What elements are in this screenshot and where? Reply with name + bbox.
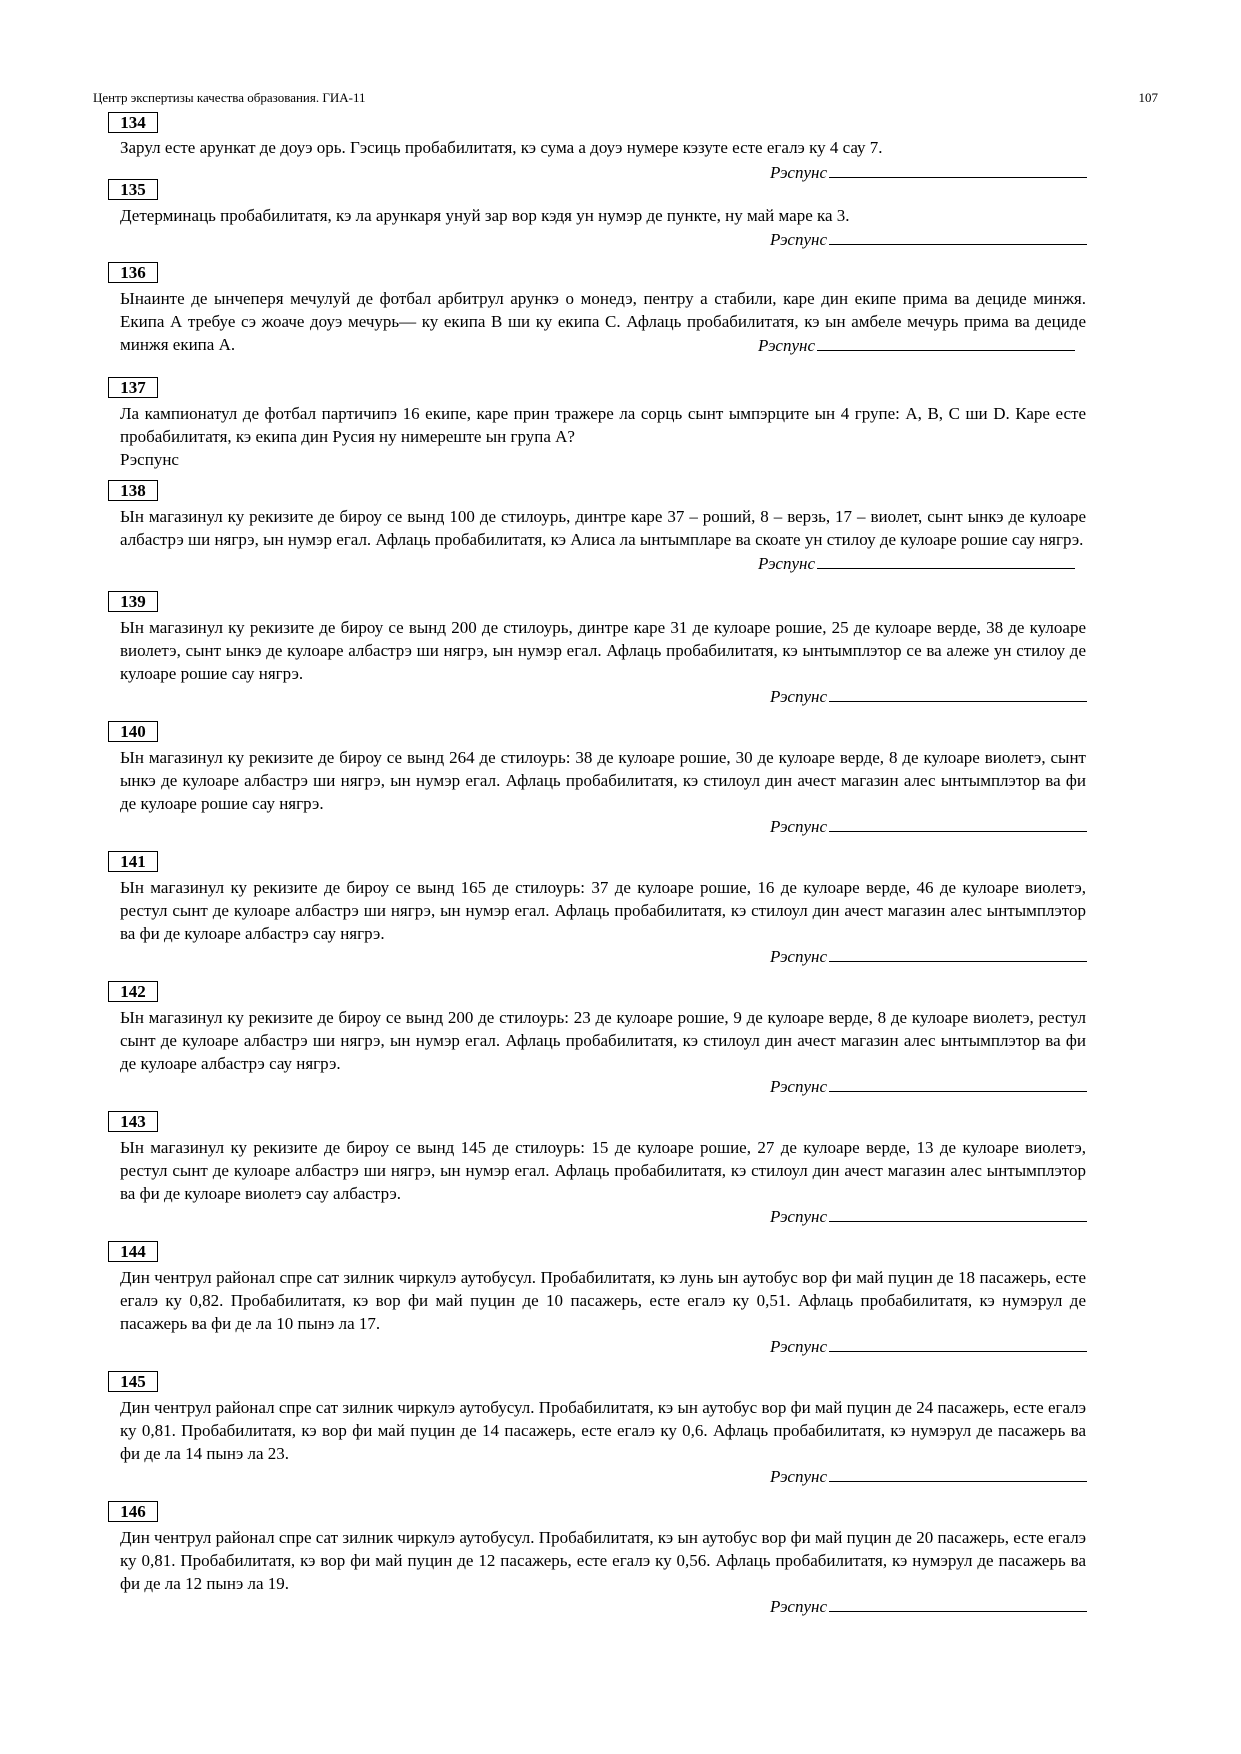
answer-line[interactable] xyxy=(829,814,1087,832)
answer-field[interactable] xyxy=(770,1464,1087,1487)
problem-number: 136 xyxy=(108,262,158,283)
answer-field[interactable] xyxy=(758,333,1075,356)
problem-text: Ын магазинул ку рекизите де бироу се вынд 200 де стилоурь: 23 де кулоаре рошие, 9 де кулоаре верде, 8 де кулоаре виолетэ, рестул сынт де кулоаре албастрэ ши нягрэ, ын нумэр егал. Афлаць пробабилитатя, кэ стилоул дин ачест магазин алес ынтымплэтор ва фи де кулоаре албастрэ сау нягрэ. xyxy=(120,1008,1086,1073)
answer-field[interactable] xyxy=(758,551,1075,574)
answer-line[interactable] xyxy=(829,944,1087,962)
answer-line[interactable] xyxy=(817,333,1075,351)
problem-text: Дин чентрул районал спре сат зилник чиркулэ аутобусул. Пробабилитатя, кэ ын аутобус вор фи май пуцин де 20 пасажерь, есте егалэ ку 0,81. Пробабилитатя, кэ вор фи май пуцин де 12 пасажерь, есте егалэ ку 0,56. Афлаць пробабилитатя, кэ нумэрул де пасажерь ва фи де ла 12 пынэ ла 19. xyxy=(120,1528,1086,1593)
answer-line[interactable] xyxy=(829,1464,1087,1482)
answer-field[interactable] xyxy=(770,1074,1087,1097)
answer-label: Рэспунс xyxy=(770,230,827,249)
problem-text: Ын магазинул ку рекизите де бироу се вынд 165 де стилоурь: 37 де кулоаре рошие, 16 де кулоаре верде, 46 де кулоаре виолетэ, рестул сынт де кулоаре албастрэ ши нягрэ, ын нумэр егал. Афлаць пробабилитатя, кэ стилоул дин ачест магазин алес ынтымплэтор ва фи де кулоаре албастрэ сау нягрэ. xyxy=(120,878,1086,943)
problem-number: 137 xyxy=(108,377,158,398)
problem-text: Детерминаць пробабилитатя, кэ ла арункаря унуй зар вор кэдя ун нумэр де пункте, ну май маре ка 3. xyxy=(120,206,850,225)
answer-line[interactable] xyxy=(829,227,1087,245)
answer-label: Рэспунс xyxy=(770,163,827,182)
answer-label: Рэспунс xyxy=(770,687,827,706)
answer-label: Рэспунс xyxy=(770,1337,827,1356)
header-organization: Центр экспертизы качества образования. ГИА-11 xyxy=(93,90,366,105)
problem-number: 143 xyxy=(108,1111,158,1132)
problem-number: 146 xyxy=(108,1501,158,1522)
answer-label: Рэспунс xyxy=(770,1207,827,1226)
answer-label: Рэспунс xyxy=(770,1077,827,1096)
answer-label: Рэспунс xyxy=(770,1597,827,1616)
answer-field[interactable] xyxy=(770,160,1087,183)
problem-number: 134 xyxy=(108,112,158,133)
answer-field[interactable] xyxy=(770,1204,1087,1227)
answer-label: Рэспунс xyxy=(758,554,815,573)
problem-text: Дин чентрул районал спре сат зилник чиркулэ аутобусул. Пробабилитатя, кэ ын аутобус вор фи май пуцин де 24 пасажерь, есте егалэ ку 0,81. Пробабилитатя, кэ вор фи май пуцин де 14 пасажерь, есте егалэ ку 0,6. Афлаць пробабилитатя, кэ нумэрул де пасажерь ва фи де ла 14 пынэ ла 23. xyxy=(120,1398,1086,1463)
answer-line[interactable] xyxy=(829,160,1087,178)
answer-field[interactable] xyxy=(770,684,1087,707)
answer-label: Рэспунс xyxy=(770,817,827,836)
answer-field[interactable] xyxy=(770,1334,1087,1357)
problem-number: 144 xyxy=(108,1241,158,1262)
problem-number: 140 xyxy=(108,721,158,742)
answer-line[interactable] xyxy=(829,1074,1087,1092)
problem-text: Ын магазинул ку рекизите де бироу се вынд 200 де стилоурь, динтре каре 31 де кулоаре рошие, 25 де кулоаре верде, 38 де кулоаре виолетэ, сынт ынкэ де кулоаре албастрэ ши нягрэ, ын нумэр егал. Афлаць пробабилитатя, кэ ынтымплэтор се ва алеже ун стилоу де кулоаре рошие сау нягрэ. xyxy=(120,618,1086,683)
problem-number: 135 xyxy=(108,179,158,200)
page-number: 107 xyxy=(1138,90,1158,105)
answer-line[interactable] xyxy=(829,1204,1087,1222)
answer-label-plain: Рэспунс xyxy=(120,450,179,469)
problem-text: Зарул есте арункат де доуэ орь. Гэсиць пробабилитатя, кэ сума а доуэ нумере кэзуте есте егалэ ку 4 сау 7. xyxy=(120,138,883,157)
problem-text: Дин чентрул районал спре сат зилник чиркулэ аутобусул. Пробабилитатя, кэ лунь ын аутобус вор фи май пуцин де 18 пасажерь, есте егалэ ку 0,82. Пробабилитатя, кэ вор фи май пуцин де 10 пасажерь, есте егалэ ку 0,51. Афлаць пробабилитатя, кэ нумэрул де пасажерь ва фи де ла 10 пынэ ла 17. xyxy=(120,1268,1086,1333)
problem-text: Ын магазинул ку рекизите де бироу се вынд 264 де стилоурь: 38 де кулоаре рошие, 30 де кулоаре верде, 8 де кулоаре виолетэ, сынт ынкэ де кулоаре албастрэ ши нягрэ, ын нумэр егал. Афлаць пробабилитатя, кэ стилоул дин ачест магазин алес ынтымплэтор ва фи де кулоаре рошие сау нягрэ. xyxy=(120,748,1086,813)
answer-line[interactable] xyxy=(829,1594,1087,1612)
answer-field[interactable] xyxy=(770,944,1087,967)
answer-label: Рэспунс xyxy=(770,947,827,966)
answer-line[interactable] xyxy=(829,684,1087,702)
problem-number: 142 xyxy=(108,981,158,1002)
answer-field[interactable] xyxy=(770,1594,1087,1617)
answer-line[interactable] xyxy=(817,551,1075,569)
problem-text: Ын магазинул ку рекизите де бироу се вынд 145 де стилоурь: 15 де кулоаре рошие, 27 де кулоаре верде, 13 де кулоаре виолетэ, рестул сынт де кулоаре албастрэ ши нягрэ, ын нумэр егал. Афлаць пробабилитатя, кэ стилоул дин ачест магазин алес ынтымплэтор ва фи де кулоаре виолетэ сау албастрэ. xyxy=(120,1138,1086,1203)
answer-label: Рэспунс xyxy=(758,336,815,355)
problem-text: Ла кампионатул де фотбал партичипэ 16 екипе, каре прин тражере ла сорць сынт ымпэрците ын 4 групе: А, В, С ши D. Каре есте пробабилитатя, кэ екипа дин Русия ну нимереште ын група А? xyxy=(120,404,1086,446)
page-header xyxy=(93,90,1158,110)
problem-text: Ынаинте де ынчеперя мечулуй де фотбал арбитрул арункэ о монедэ, пентру а стабили, каре дин екипе прима ва дециде минжя. Екипа А требуе сэ жоаче доуэ мечурь— ку екипа В ши ку екипа С. Афлаць пробабилитатя, кэ ын амбеле мечурь прима ва дециде минжя екипа А. xyxy=(120,289,1086,354)
answer-field[interactable] xyxy=(770,227,1087,250)
problem-number: 145 xyxy=(108,1371,158,1392)
problem-number: 141 xyxy=(108,851,158,872)
problem-number: 138 xyxy=(108,480,158,501)
problem-number: 139 xyxy=(108,591,158,612)
answer-field[interactable] xyxy=(770,814,1087,837)
answer-label: Рэспунс xyxy=(770,1467,827,1486)
problem-text: Ын магазинул ку рекизите де бироу се вынд 100 де стилоурь, динтре каре 37 – роший, 8 – верзь, 17 – виолет, сынт ынкэ де кулоаре албастрэ ши нягрэ, ын нумэр егал. Афлаць пробабилитатя, кэ Алиса ла ынтымпларе ва скоате ун стилоу де кулоаре рошие сау нягрэ. xyxy=(120,507,1086,549)
answer-line[interactable] xyxy=(829,1334,1087,1352)
